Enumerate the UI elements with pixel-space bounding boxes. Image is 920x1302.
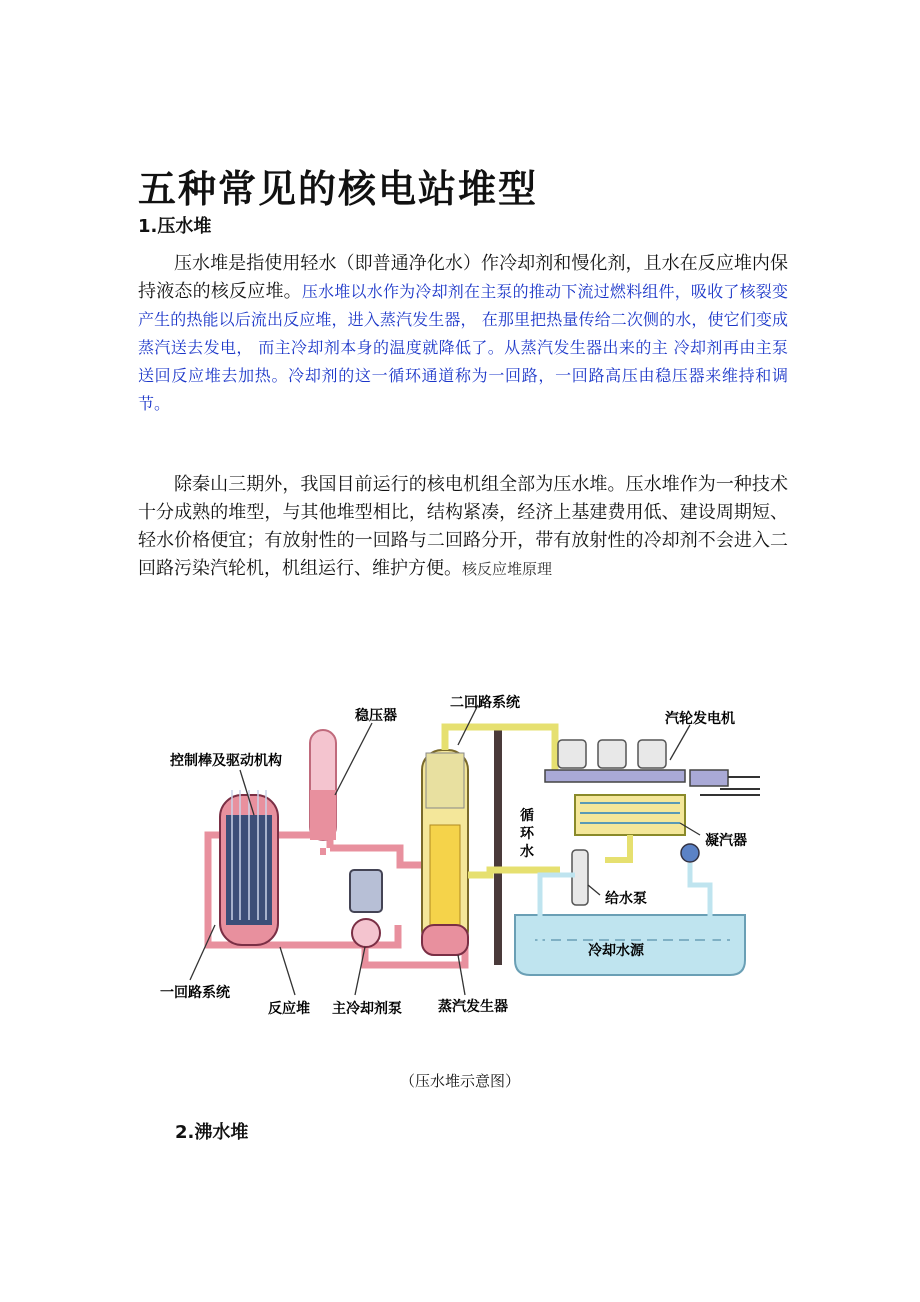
label-reactor: 反应堆	[268, 1001, 310, 1017]
turbine-casings	[558, 740, 666, 768]
pwr-diagram	[160, 685, 785, 1030]
page-title: 五种常见的核电站堆型	[138, 166, 539, 211]
label-circulating-water-1: 循	[520, 808, 534, 824]
main-pump-motor	[350, 870, 382, 912]
section-2-heading: 2.沸水堆	[175, 1122, 249, 1143]
para2-small-note: 核反应堆原理	[462, 560, 553, 578]
section-1-paragraph-1	[138, 250, 788, 418]
main-pump-casing	[352, 919, 380, 947]
steam-generator-head	[422, 925, 468, 955]
condensate-line	[605, 835, 630, 860]
label-circulating-water-2: 环	[520, 826, 534, 842]
label-pressurizer: 稳压器	[355, 708, 397, 724]
steam-generator-tubes	[430, 825, 460, 925]
label-control-rods: 控制棒及驱动机构	[170, 753, 282, 769]
para1-black-text: 压水堆是指使用轻水（即普通净化水）作冷却剂和慢化剂，且水在反应堆内保持液态的核反应堆。	[138, 253, 788, 302]
containment-wall	[494, 730, 502, 965]
primary-loop-to-sg	[330, 848, 422, 865]
label-steam-generator: 蒸汽发生器	[438, 999, 508, 1015]
para2-text: 除秦山三期外，我国目前运行的核电机组全部为压水堆。压水堆作为一种技术十分成熟的堆型，与其他堆型相比，结构紧凑，经济上基建费用低、建设周期短、轻水价格便宜；有放射性的一回路与二回路分开，带有放射性的冷却剂不会进入二回路污染汽轮机，机组运行、维护方便。	[138, 474, 788, 579]
label-primary-loop: 一回路系统	[160, 985, 230, 1001]
label-secondary-loop: 二回路系统	[450, 695, 520, 711]
pwr-diagram-svg	[160, 685, 785, 1030]
label-turbine-generator: 汽轮发电机	[665, 711, 735, 727]
section-1-heading: 1.压水堆	[138, 216, 212, 237]
steam-generator-dryer	[426, 753, 464, 808]
figure-caption: （压水堆示意图）	[399, 1072, 520, 1090]
section-1-paragraph-2	[138, 471, 788, 583]
label-main-pump: 主冷却剂泵	[332, 1001, 402, 1017]
generator	[690, 770, 728, 786]
label-circulating-water-3: 水	[520, 844, 534, 860]
label-condenser: 凝汽器	[705, 833, 747, 849]
label-feed-pump: 给水泵	[605, 891, 647, 907]
condenser-shell	[575, 795, 685, 835]
para1-blue-text: 压水堆以水作为冷却剂在主泵的推动下流过燃料组件，吸收了核裂变产生的热能以后流出反应堆，进入蒸汽发生器， 在那里把热量传给二次侧的水，使它们变成蒸汽送去发电， 而主冷却剂本身的温度就降低了。从蒸汽发生器出来的主 冷却剂再由主泵送回反应堆去加热。冷却剂的这一循环通道称为一回路，一回路高压由稳压器来维持和调节。	[138, 282, 788, 413]
pressurizer-liquid	[310, 790, 336, 840]
label-cooling-source: 冷却水源	[588, 943, 644, 959]
turbine-body	[545, 770, 685, 782]
circulating-water-pump	[681, 844, 699, 862]
